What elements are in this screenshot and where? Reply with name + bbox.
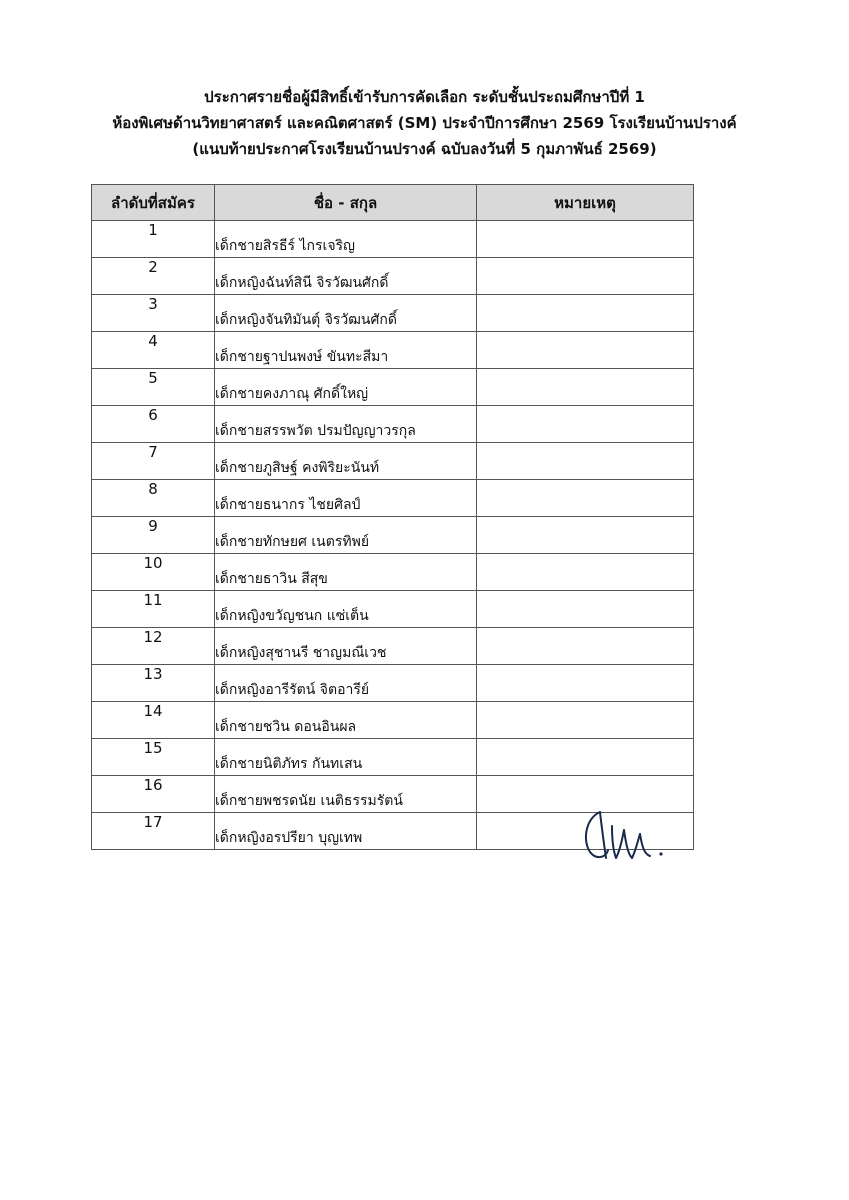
applicant-name-cell: เด็กชายภูสิษฐ์ คงพิริยะนันท์ xyxy=(215,443,477,480)
remark-cell xyxy=(477,665,694,702)
order-number-cell: 14 xyxy=(92,702,215,739)
order-number-cell: 3 xyxy=(92,295,215,332)
column-header-order: ลำดับที่สมัคร xyxy=(92,185,215,221)
applicant-name-cell: เด็กชายทักษยศ เนตรทิพย์ xyxy=(215,517,477,554)
remark-cell xyxy=(477,517,694,554)
applicant-name-cell: เด็กชายธนากร ไชยศิลป์ xyxy=(215,480,477,517)
applicant-name-cell: เด็กหญิงอารีรัตน์ จิตอารีย์ xyxy=(215,665,477,702)
table-row xyxy=(92,332,694,369)
remark-cell xyxy=(477,332,694,369)
applicant-name-cell: เด็กชายคงภาณุ ศักดิ์ใหญ่ xyxy=(215,369,477,406)
order-number-cell: 12 xyxy=(92,628,215,665)
table-row xyxy=(92,554,694,591)
table-body xyxy=(92,221,694,850)
order-number-cell: 5 xyxy=(92,369,215,406)
applicant-name-cell: เด็กหญิงฉันท์สินี จิรวัฒนศักดิ์ xyxy=(215,258,477,295)
order-number-cell: 11 xyxy=(92,591,215,628)
announcement-title: ประกาศรายชื่อผู้มีสิทธิ์เข้ารับการคัดเลือก ระดับชั้นประถมศึกษาปีที่ 1 xyxy=(204,88,645,106)
applicant-name-cell: เด็กชายนิติภัทร กันทเสน xyxy=(215,739,477,776)
table-row xyxy=(92,406,694,443)
table-header-row xyxy=(92,185,694,221)
order-number-cell: 10 xyxy=(92,554,215,591)
announcement-subtitle: ห้องพิเศษด้านวิทยาศาสตร์ และคณิตศาสตร์ (SM) ประจำปีการศึกษา 2569 โรงเรียนบ้านปรางค์ xyxy=(112,114,737,132)
remark-cell xyxy=(477,443,694,480)
applicant-name-cell: เด็กชายสรรพวัต ปรมปัญญาวรกุล xyxy=(215,406,477,443)
signature-icon xyxy=(578,800,678,868)
remark-cell xyxy=(477,628,694,665)
applicant-name-cell: เด็กชายสิรธีร์ ไกรเจริญ xyxy=(215,221,477,258)
remark-cell xyxy=(477,591,694,628)
applicant-table xyxy=(91,184,694,850)
applicant-name-cell: เด็กชายพชรดนัย เนติธรรมรัตน์ xyxy=(215,776,477,813)
applicant-name-cell: เด็กหญิงจันทิมันตุ์ จิรวัฒนศักดิ์ xyxy=(215,295,477,332)
table-row xyxy=(92,665,694,702)
table-row xyxy=(92,443,694,480)
applicant-name-cell: เด็กหญิงขวัญชนก แซ่เต็น xyxy=(215,591,477,628)
table-row xyxy=(92,258,694,295)
table-row xyxy=(92,517,694,554)
remark-cell xyxy=(477,739,694,776)
applicant-name-cell: เด็กหญิงอรปรียา บุญเทพ xyxy=(215,813,477,850)
order-number-cell: 7 xyxy=(92,443,215,480)
table-row xyxy=(92,591,694,628)
order-number-cell: 2 xyxy=(92,258,215,295)
announcement-reference: (แนบท้ายประกาศโรงเรียนบ้านปรางค์ ฉบับลงวันที่ 5 กุมภาพันธ์ 2569) xyxy=(192,140,657,158)
table-row xyxy=(92,480,694,517)
order-number-cell: 1 xyxy=(92,221,215,258)
remark-cell xyxy=(477,480,694,517)
applicant-name-cell: เด็กหญิงสุชานรี ชาญมณีเวช xyxy=(215,628,477,665)
table-row xyxy=(92,628,694,665)
order-number-cell: 17 xyxy=(92,813,215,850)
table-row xyxy=(92,295,694,332)
remark-cell xyxy=(477,258,694,295)
remark-cell xyxy=(477,369,694,406)
applicant-name-cell: เด็กชายธาวิน สีสุข xyxy=(215,554,477,591)
order-number-cell: 9 xyxy=(92,517,215,554)
table-row xyxy=(92,739,694,776)
table-row xyxy=(92,221,694,258)
order-number-cell: 15 xyxy=(92,739,215,776)
remark-cell xyxy=(477,221,694,258)
order-number-cell: 4 xyxy=(92,332,215,369)
table-row xyxy=(92,702,694,739)
applicant-name-cell: เด็กชายชวิน ดอนอินผล xyxy=(215,702,477,739)
remark-cell xyxy=(477,295,694,332)
remark-cell xyxy=(477,702,694,739)
column-header-name: ชื่อ - สกุล xyxy=(215,185,477,221)
applicant-name-cell: เด็กชายฐาปนพงษ์ ขันทะสีมา xyxy=(215,332,477,369)
order-number-cell: 16 xyxy=(92,776,215,813)
order-number-cell: 6 xyxy=(92,406,215,443)
order-number-cell: 13 xyxy=(92,665,215,702)
order-number-cell: 8 xyxy=(92,480,215,517)
table-row xyxy=(92,369,694,406)
remark-cell xyxy=(477,406,694,443)
column-header-note: หมายเหตุ xyxy=(477,185,694,221)
remark-cell xyxy=(477,554,694,591)
